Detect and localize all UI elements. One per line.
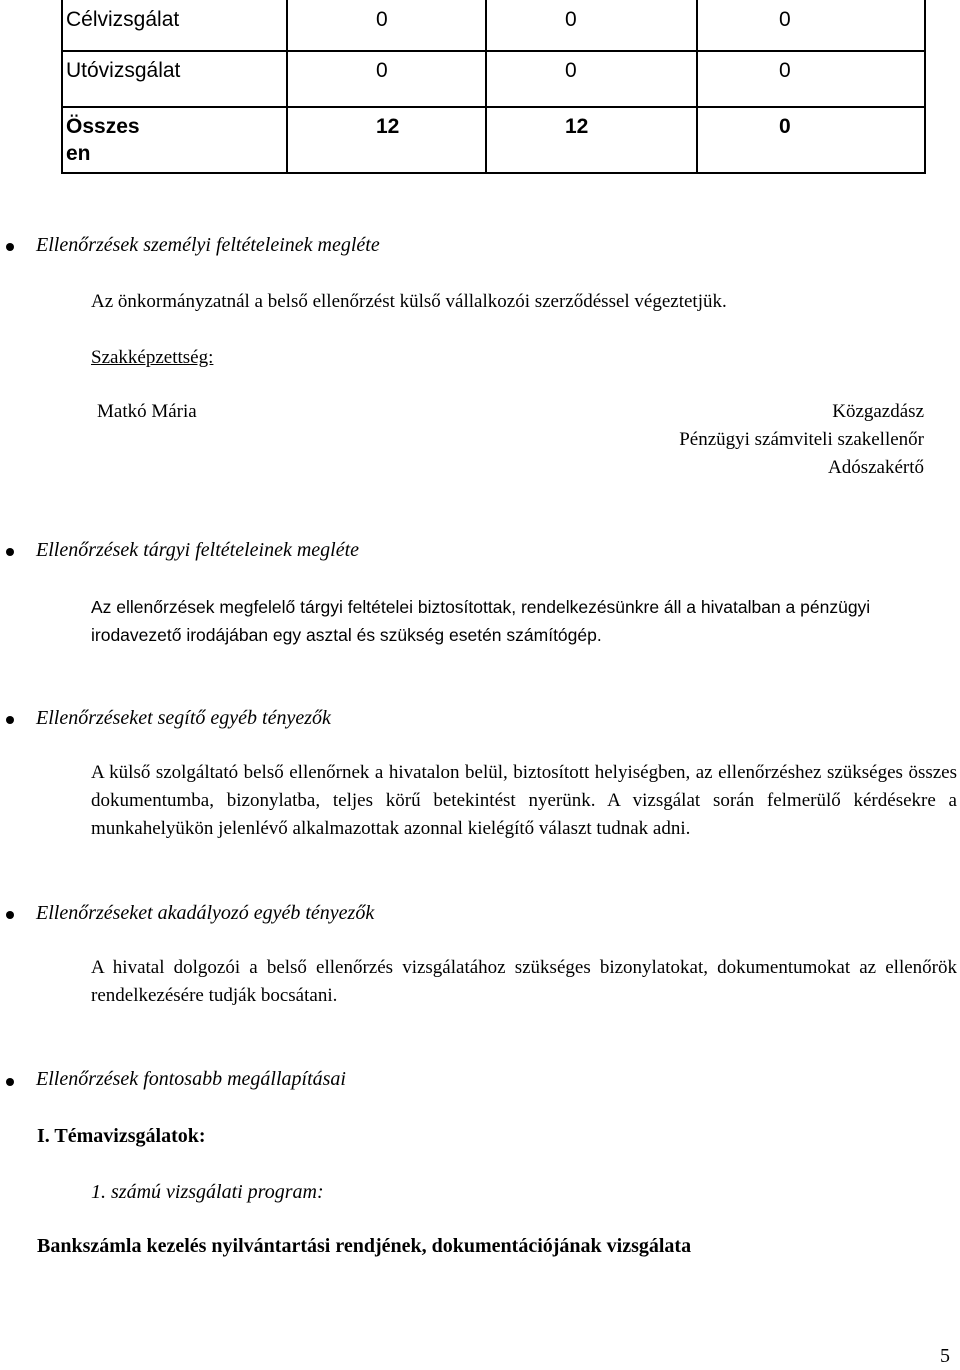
qualification-list	[679, 398, 924, 482]
table-cell: 12	[486, 107, 697, 173]
hindering-text: A hivatal dolgozói a belső ellenőrzés vizsgálatához szükséges bizonylatokat, dokumentumokat az ellenőrök rendelkezésére tudják bocsátani.	[91, 957, 957, 1006]
section-heading-helping: Ellenőrzéseket segítő egyéb tényezők	[36, 707, 331, 729]
table-cell: 0	[486, 51, 697, 107]
section-heading-material: Ellenőrzések tárgyi feltételeinek megléte	[36, 539, 360, 561]
table-cell-label: Utóvizsgálat	[62, 51, 287, 107]
program-title: Bankszámla kezelés nyilvántartási rendjének, dokumentációjának vizsgálata	[37, 1235, 692, 1257]
findings-subheading: I. Témavizsgálatok:	[37, 1125, 206, 1147]
section-heading-findings: Ellenőrzések fontosabb megállapításai	[36, 1068, 346, 1090]
table-cell: 0	[697, 0, 925, 51]
material-text: Az ellenőrzések megfelelő tárgyi feltételei biztosítottak, rendelkezésünkre áll a hivatalban a pénzügyi irodavezető irodájában egy asztal és szükség esetén számítógép.	[91, 597, 871, 645]
table-cell: 12	[287, 107, 486, 173]
personal-text: Az önkormányzatnál a belső ellenőrzést külső vállalkozói szerződéssel végeztetjük.	[91, 291, 727, 312]
bullet-icon	[6, 911, 14, 919]
person-name: Matkó Mária	[97, 401, 197, 422]
qualification-label: Szakképzettség:	[91, 347, 214, 368]
table-row	[62, 51, 925, 107]
bullet-icon	[6, 243, 14, 251]
table-row	[62, 0, 925, 51]
table-cell: 0	[287, 51, 486, 107]
section-heading-hindering: Ellenőrzéseket akadályozó egyéb tényezők	[36, 902, 375, 924]
qualification-item: Adószakértő	[827, 457, 924, 478]
bullet-icon	[6, 716, 14, 724]
section-heading-personal: Ellenőrzések személyi feltételeinek megléte	[36, 234, 380, 256]
table-cell: 0	[287, 0, 486, 51]
helping-text: A külső szolgáltató belső ellenőrnek a hivatalon belül, biztosított helyiségben, az ellenőrzéshez szükséges összes dokumentumba, bizonylatba, teljes körű betekintést nyerünk. A vizsgálat során felmerülő kérdésekre a munkahelyükön jelenlévő alkalmazottak azonnal kielégítő választ tudnak adni.	[91, 762, 957, 839]
table-cell: 0	[697, 107, 925, 173]
bullet-icon	[6, 1078, 14, 1086]
table-row	[62, 107, 925, 173]
table-cell: 0	[697, 51, 925, 107]
summary-table	[61, 0, 926, 174]
program-number: 1. számú vizsgálati program:	[91, 1181, 324, 1203]
bullet-icon	[6, 548, 14, 556]
page-number: 5	[940, 1345, 950, 1367]
table-cell: 0	[486, 0, 697, 51]
table-cell-label: Összes en	[62, 107, 287, 173]
table-cell-label: Célvizsgálat	[62, 0, 287, 51]
qualification-item: Pénzügyi számviteli szakellenőr	[679, 429, 924, 450]
qualification-item: Közgazdász	[832, 401, 924, 422]
